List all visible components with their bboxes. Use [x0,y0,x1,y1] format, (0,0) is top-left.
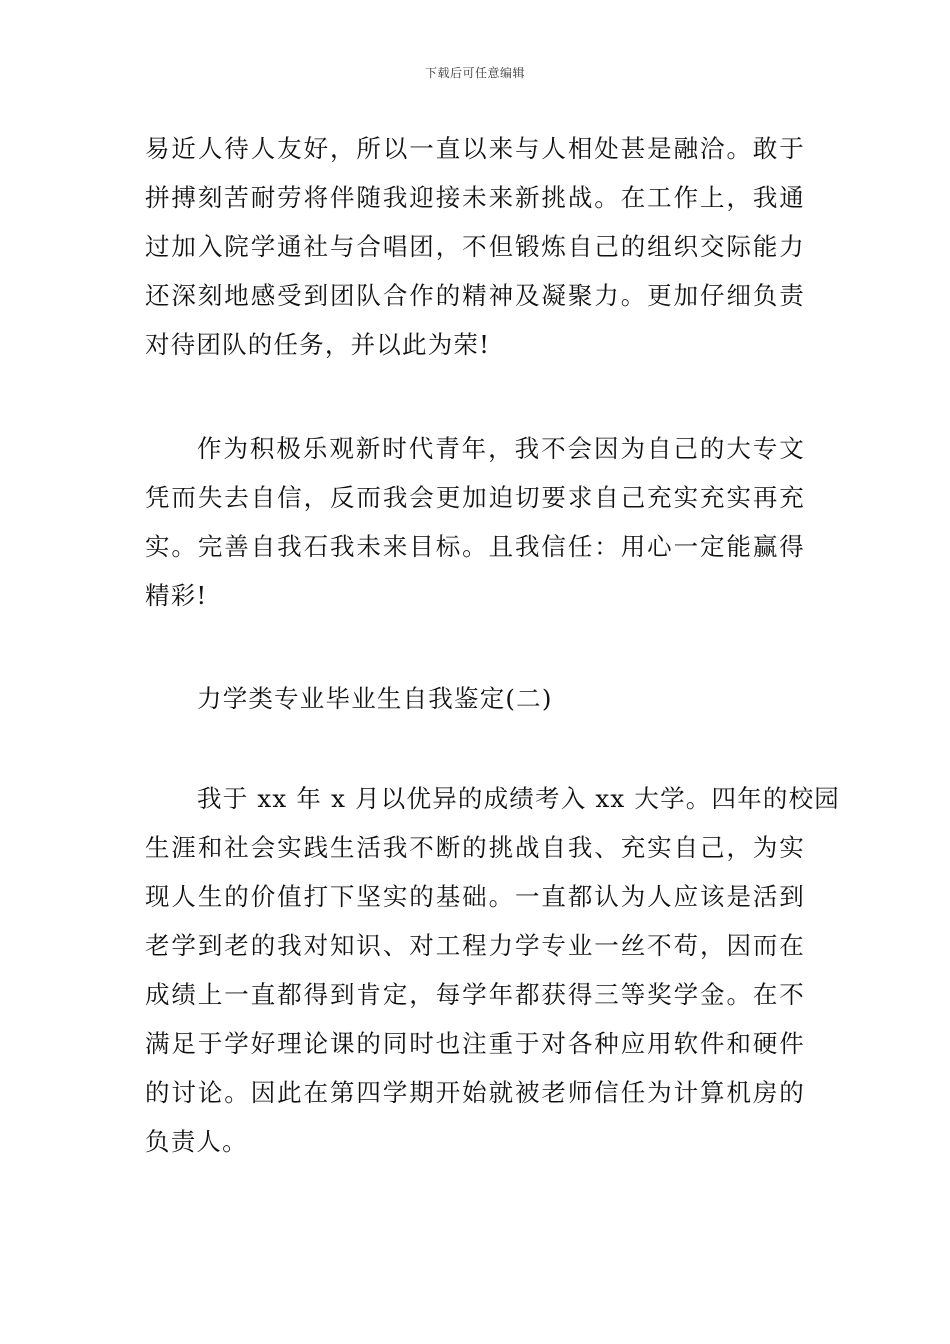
paragraph-line: 实。完善自我石我未来目标。且我信任：用心一定能赢得 [145,532,805,561]
paragraph-line: 负责人。 [145,1127,248,1156]
paragraph-line: 作为积极乐观新时代青年，我不会因为自己的大专文 [197,434,805,463]
paragraph-line: 过加入院学通社与合唱团，不但锻炼自己的组织交际能力 [145,232,805,261]
paragraph-line: 生涯和社会实践生活我不断的挑战自我、充实自己，为实 [145,833,805,862]
paragraph-line: 精彩! [145,581,208,610]
paragraph-line: 易近人待人友好，所以一直以来与人相处甚是融洽。敢于 [145,134,805,163]
paragraph-2 [145,424,805,620]
paragraph-line: 拼搏刻苦耐劳将伴随我迎接未来新挑战。在工作上，我通 [145,183,805,212]
paragraph-line: 对待团队的任务，并以此为荣! [145,330,491,359]
paragraph-3 [145,774,841,1166]
paragraph-line: 现人生的价值打下坚实的基础。一直都认为人应该是活到 [145,882,805,911]
paragraph-line: 老学到老的我对知识、对工程力学专业一丝不苟，因而在 [145,931,805,960]
paragraph-line: 凭而失去自信，反而我会更加迫切要求自己充实充实再充 [145,483,805,512]
paragraph-1 [145,124,805,369]
page-header: 下载后可任意编辑 [424,66,525,80]
paragraph-line: 满足于学好理论课的同时也注重于对各种应用软件和硬件 [145,1029,805,1058]
paragraph-line: 的讨论。因此在第四学期开始就被老师信任为计算机房的 [145,1078,805,1107]
paragraph-line: 还深刻地感受到团队合作的精神及凝聚力。更加仔细负责 [145,281,805,310]
section-heading [145,674,805,723]
section-heading-text: 力学类专业毕业生自我鉴定(二) [197,684,553,713]
paragraph-line: 成绩上一直都得到肯定，每学年都获得三等奖学金。在不 [145,980,805,1009]
paragraph-line: 我于 xx 年 x 月以优异的成绩考入 xx 大学。四年的校园 [197,784,841,813]
